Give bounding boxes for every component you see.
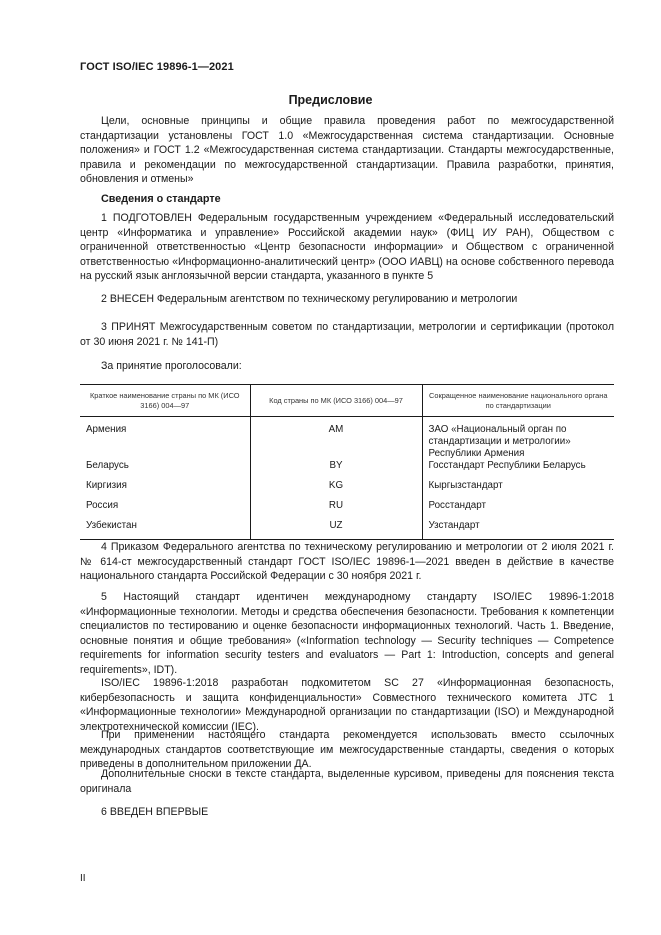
item-3-text: 3 ПРИНЯТ Межгосударственным советом по стандартизации, метрологии и сертификации (протокол от 30 июня 2021 г. № 141-П) [80,321,614,348]
voting-table [80,384,614,540]
cell-code: UZ [250,520,422,540]
item-5-usage-paragraph [80,728,614,772]
vote-label: За принятие проголосовали: [101,360,242,372]
cell-code: BY [250,460,422,480]
item-2-text: 2 ВНЕСЕН Федеральным агентством по техническому регулированию и метрологии [101,293,518,305]
cell-body: Росстандарт [428,500,486,511]
header-body: Сокращенное наименование национального органа по стандартизации [422,385,614,417]
item-5-footnote-paragraph [80,767,614,796]
page-title: Предисловие [288,93,373,107]
intro-text: Цели, основные принципы и общие правила проведения работ по межгосударственной стандартизации установлены ГОСТ 1.0 «Межгосударственная система стандартизации. Основные положения» и ГОСТ 1.2 «Межгосударственная система стандартизации. Стандарты межгосударственные, правила и рекомендации по межгосударственной стандартизации. Правила разработки, принятия, обновления и отмены» [80,115,614,186]
cell-country: Узбекистан [80,520,250,540]
cell-country: Россия [80,500,250,520]
table-row [80,520,614,540]
cell-body: Узстандарт [428,520,480,531]
header-country: Краткое наименование страны по МК (ИСО 3166) 004—97 [80,385,250,417]
cell-code: RU [250,500,422,520]
cell-code: KG [250,480,422,500]
cell-country: Армения [80,417,250,461]
item-5-paragraph [80,590,614,678]
cell-country: Беларусь [80,460,250,480]
item-5-text: 5 Настоящий стандарт идентичен международному стандарту ISO/IEC 19896-1:2018 «Информационные технологии. Методы и средства обеспечения безопасности. Требования к компетенции специалистов по тестированию и оценке безопасности информационных технологий. Часть 1. Введение, основные понятия и общие требования» («Information technology — Security techniques — Competence requirements for information security testers and evaluators — Part 1: Introduction, concepts and general requirements», IDT). [80,591,614,676]
section-subheading: Сведения о стандарте [101,193,221,205]
item-3-paragraph [80,320,614,349]
cell-body: Кыргызстандарт [428,480,503,491]
item-5-usage-text: При применении настоящего стандарта рекомендуется использовать вместо ссылочных международных стандартов соответствующие им межгосударственные стандарты, сведения о которых приведены в дополнительном приложении ДА. [80,729,614,771]
item-5-origin-text: ISO/IEC 19896-1:2018 разработан подкомитетом SC 27 «Информационная безопасность, кибербезопасность и защита конфиденциальности» Совместного технического комитета JTC 1 «Информационные технологии» Международной организации по стандартизации (ISO) и Международной электротехнической комиссии (IEC). [80,677,614,733]
item-5-footnote-text: Дополнительные сноски в тексте стандарта, выделенные курсивом, приведены для пояснения текста оригинала [80,768,614,795]
cell-body: ЗАО «Национальный орган по стандартизации и метрологии» Республики Армения [428,424,571,459]
table-row [80,417,614,461]
document-header: ГОСТ ISO/IEC 19896-1—2021 [80,61,234,73]
cell-code: AM [250,417,422,461]
item-5-origin-paragraph [80,676,614,734]
item-2-paragraph [80,292,614,307]
item-1-text: 1 ПОДГОТОВЛЕН Федеральным государственным учреждением «Федеральный исследовательский центр «Информатика и управление» Российской академии наук» (ФИЦ ИУ РАН), Обществом с ограниченной ответственностью «Центр безопасности информации» и Обществом с ограниченной ответственностью «Информационно-аналитический центр» (ООО ИАВЦ) на основе собственного перевода на русский язык англоязычной версии стандарта, указанного в пункте 5 [80,212,614,283]
table-header-row [80,385,614,417]
table-row [80,480,614,500]
item-4-text: 4 Приказом Федерального агентства по техническому регулированию и метрологии от 2 июля 2021 г. № 614-ст межгосударственный стандарт ГОСТ ISO/IEC 19896-1—2021 введен в действие в качестве национального стандарта Российской Федерации с 30 ноября 2021 г. [80,541,614,583]
table-row [80,460,614,480]
page-number: II [80,873,86,884]
item-6-paragraph [80,805,614,820]
cell-body: Госстандарт Республики Беларусь [428,460,586,471]
header-code: Код страны по МК (ИСО 3166) 004—97 [250,385,422,417]
item-1-paragraph [80,211,614,284]
item-6-text: 6 ВВЕДЕН ВПЕРВЫЕ [101,806,209,818]
intro-paragraph [80,114,614,187]
item-4-paragraph [80,540,614,584]
cell-country: Киргизия [80,480,250,500]
table-row [80,500,614,520]
